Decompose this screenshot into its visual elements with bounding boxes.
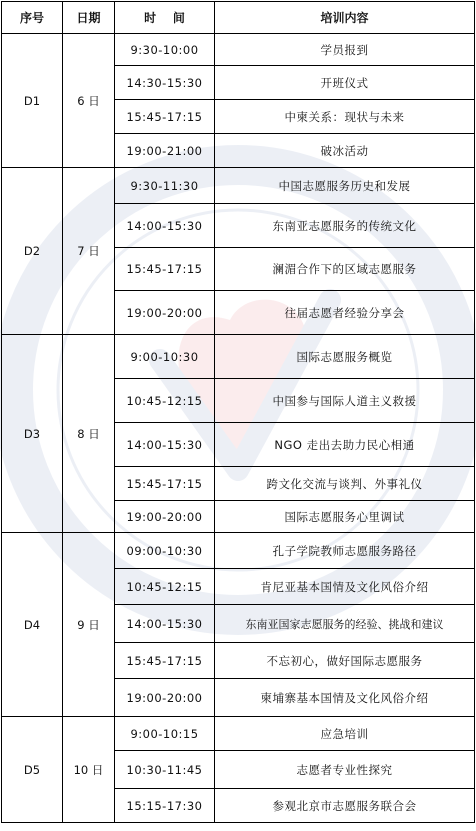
- session-content: 国际志愿服务心里调试: [215, 501, 475, 533]
- session-time: 15:45-17:15: [115, 467, 215, 501]
- session-content: 柬埔寨基本国情及文化风俗介绍: [215, 679, 475, 717]
- session-content: 志愿者专业性探究: [215, 751, 475, 789]
- session-content: 中柬关系：现状与未来: [215, 100, 475, 134]
- session-content: 东南亚志愿服务的传统文化: [215, 204, 475, 248]
- day-seq-cell: D5: [2, 717, 63, 823]
- session-content: 开班仪式: [215, 66, 475, 100]
- session-time: 14:00-15:30: [115, 204, 215, 248]
- header-time: 时 间: [115, 2, 215, 34]
- day-date-cell: 9 日: [63, 533, 115, 717]
- session-content: 中国志愿服务历史和发展: [215, 168, 475, 204]
- session-content: 不忘初心，做好国际志愿服务: [215, 643, 475, 679]
- session-time: 15:45-17:15: [115, 100, 215, 134]
- session-content: 肯尼亚基本国情及文化风俗介绍: [215, 569, 475, 605]
- day-seq-cell: D2: [2, 168, 63, 335]
- session-time: 15:45-17:15: [115, 248, 215, 291]
- session-time: 10:45-12:15: [115, 569, 215, 605]
- day-date-cell: 10 日: [63, 717, 115, 823]
- session-time: 15:15-17:30: [115, 789, 215, 823]
- session-content: 学员报到: [215, 34, 475, 66]
- table-row: [2, 168, 475, 204]
- session-time: 9:30-10:00: [115, 34, 215, 66]
- session-content: NGO 走出去助力民心相通: [215, 423, 475, 467]
- session-content: 跨文化交流与谈判、外事礼仪: [215, 467, 475, 501]
- session-content: 参观北京市志愿服务联合会: [215, 789, 475, 823]
- session-content: 应急培训: [215, 717, 475, 751]
- session-time: 19:00-21:00: [115, 134, 215, 168]
- session-content: 破冰活动: [215, 134, 475, 168]
- table-row: [2, 717, 475, 751]
- session-content: 东南亚国家志愿服务的经验、挑战和建议: [215, 605, 475, 643]
- day-date-cell: 8 日: [63, 335, 115, 533]
- session-time: 14:00-15:30: [115, 605, 215, 643]
- header-seq: 序号: [2, 2, 63, 34]
- day-seq-cell: D3: [2, 335, 63, 533]
- training-schedule-table: [1, 1, 475, 823]
- session-time: 19:00-20:00: [115, 291, 215, 335]
- table-row: [2, 335, 475, 379]
- header-row: [2, 2, 475, 34]
- table-row: [2, 34, 475, 66]
- session-time: 9:00-10:15: [115, 717, 215, 751]
- header-content: 培训内容: [215, 2, 475, 34]
- session-time: 9:00-10:30: [115, 335, 215, 379]
- session-time: 10:45-12:15: [115, 379, 215, 423]
- session-time: 10:30-11:45: [115, 751, 215, 789]
- table-row: [2, 533, 475, 569]
- day-date-cell: 6 日: [63, 34, 115, 168]
- session-time: 14:00-15:30: [115, 423, 215, 467]
- session-content: 往届志愿者经验分享会: [215, 291, 475, 335]
- session-time: 14:30-15:30: [115, 66, 215, 100]
- session-content: 孔子学院教师志愿服务路径: [215, 533, 475, 569]
- day-seq-cell: D4: [2, 533, 63, 717]
- day-seq-cell: D1: [2, 34, 63, 168]
- day-date-cell: 7 日: [63, 168, 115, 335]
- session-time: 19:00-20:00: [115, 679, 215, 717]
- session-content: 国际志愿服务概览: [215, 335, 475, 379]
- session-time: 19:00-20:00: [115, 501, 215, 533]
- header-date: 日期: [63, 2, 115, 34]
- session-time: 09:00-10:30: [115, 533, 215, 569]
- session-time: 9:30-11:30: [115, 168, 215, 204]
- session-time: 15:45-17:15: [115, 643, 215, 679]
- session-content: 中国参与国际人道主义救援: [215, 379, 475, 423]
- session-content: 澜湄合作下的区域志愿服务: [215, 248, 475, 291]
